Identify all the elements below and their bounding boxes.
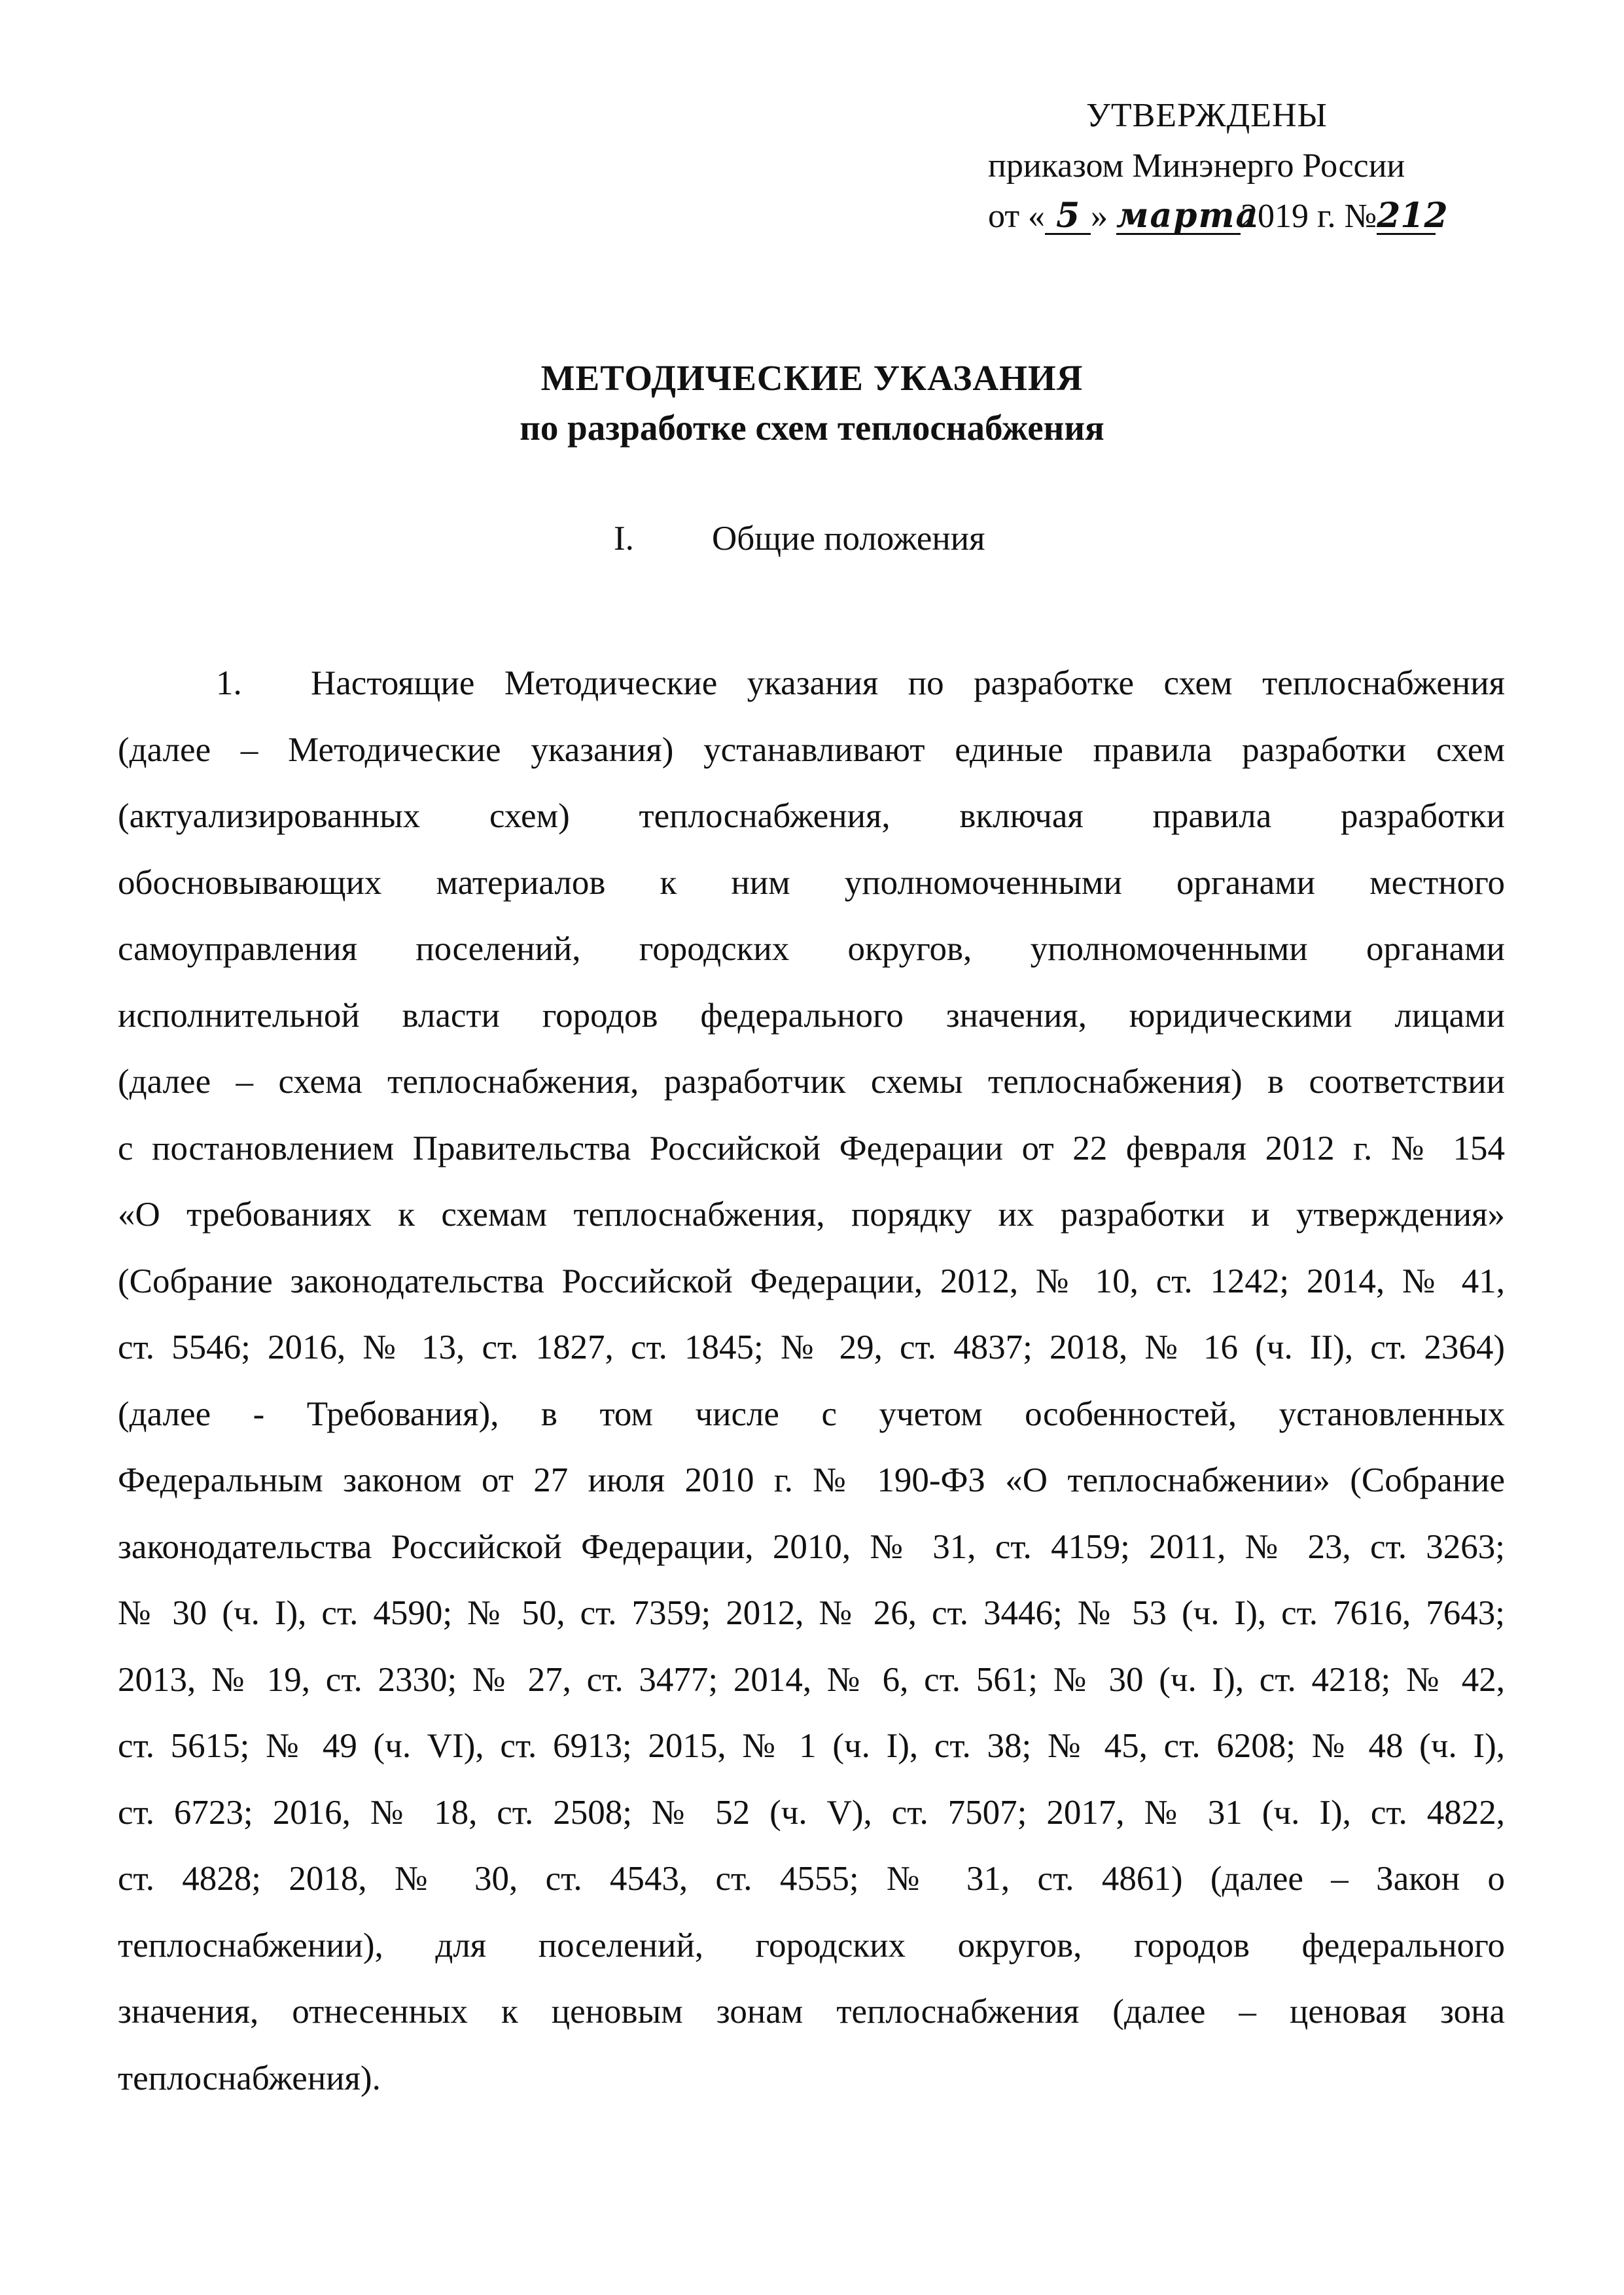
date-year: 2019 г. №: [1241, 198, 1377, 235]
document-title-sub: по разработке схем теплоснабжения: [520, 408, 1104, 448]
paragraph-line: ст. 4828; 2018, № 30, ст. 4543, ст. 4555; № 31, ст. 4861) (далее – Закон о: [118, 1860, 1505, 1898]
paragraph-number: 1.: [216, 664, 242, 702]
document-title-main: МЕТОДИЧЕСКИЕ УКАЗАНИЯ: [540, 358, 1084, 398]
paragraph-line: исполнительной власти городов федерального значения, юридическими лицами: [118, 996, 1505, 1035]
paragraph-line: теплоснабжения).: [118, 2059, 381, 2097]
paragraph-line: № 30 (ч. I), ст. 4590; № 50, ст. 7359; 2012, № 26, ст. 3446; № 53 (ч. I), ст. 7616, 7643;: [118, 1594, 1505, 1632]
paragraph-line: 2013, № 19, ст. 2330; № 27, ст. 3477; 2014, № 6, ст. 561; № 30 (ч. I), ст. 4218; № 42,: [118, 1660, 1505, 1699]
paragraph-line: самоуправления поселений, городских округов, уполномоченными органами: [118, 930, 1505, 968]
approval-order-line: приказом Минэнерго России: [988, 147, 1405, 185]
paragraph-line: (Собрание законодательства Российской Федерации, 2012, № 10, ст. 1242; 2014, № 41,: [118, 1262, 1505, 1300]
document-title: [0, 353, 1624, 453]
approval-block: [988, 90, 1485, 241]
date-mid: »: [1091, 198, 1108, 235]
handwritten-order-number: 212: [1377, 196, 1448, 236]
paragraph-line: обосновывающих материалов к ним уполномоченными органами местного: [118, 863, 1505, 902]
paragraph-line: [118, 650, 1505, 717]
paragraph-line: ст. 5546; 2016, № 13, ст. 1827, ст. 1845; № 29, ст. 4837; 2018, № 16 (ч. II), ст. 2364): [118, 1328, 1505, 1366]
handwritten-day: 5: [1045, 199, 1091, 235]
paragraph-line: (далее - Требования), в том числе с учетом особенностей, установленных: [118, 1395, 1505, 1433]
paragraph-line: (далее – схема теплоснабжения, разработчик схемы теплоснабжения) в соответствии: [118, 1063, 1505, 1101]
paragraph-line-text: Настоящие Методические указания по разработке схем теплоснабжения: [311, 664, 1505, 702]
paragraph-line: ст. 6723; 2016, № 18, ст. 2508; № 52 (ч. V), ст. 7507; 2017, № 31 (ч. I), ст. 4822,: [118, 1793, 1505, 1832]
paragraph-1: [118, 650, 1505, 2112]
paragraph-line: (актуализированных схем) теплоснабжения, включая правила разработки: [118, 797, 1505, 835]
paragraph-line: теплоснабжении), для поселений, городских округов, городов федерального: [118, 1926, 1505, 1965]
paragraph-line: ст. 5615; № 49 (ч. VI), ст. 6913; 2015, № 1 (ч. I), ст. 38; № 45, ст. 6208; № 48 (ч. I),: [118, 1727, 1505, 1765]
section-heading: [614, 514, 985, 563]
approval-date-line: [988, 191, 1485, 241]
section-title: Общие положения: [712, 520, 985, 558]
paragraph-line: «О требованиях к схемам теплоснабжения, порядку их разработки и утверждения»: [118, 1196, 1505, 1234]
handwritten-month: марта: [1116, 196, 1260, 236]
paragraph-line: значения, отнесенных к ценовым зонам теплоснабжения (далее – ценовая зона: [118, 1993, 1505, 2031]
approval-title: УТВЕРЖДЕНЫ: [1086, 97, 1328, 134]
paragraph-line: с постановлением Правительства Российской Федерации от 22 февраля 2012 г. № 154: [118, 1129, 1505, 1167]
date-prefix: от «: [988, 198, 1046, 235]
paragraph-line: (далее – Методические указания) устанавливают единые правила разработки схем: [118, 730, 1505, 769]
paragraph-line: Федеральным законом от 27 июля 2010 г. № 190-ФЗ «О теплоснабжении» (Собрание: [118, 1461, 1505, 1499]
section-number: I.: [614, 520, 634, 558]
paragraph-line: законодательства Российской Федерации, 2010, № 31, ст. 4159; 2011, № 23, ст. 3263;: [118, 1527, 1505, 1566]
